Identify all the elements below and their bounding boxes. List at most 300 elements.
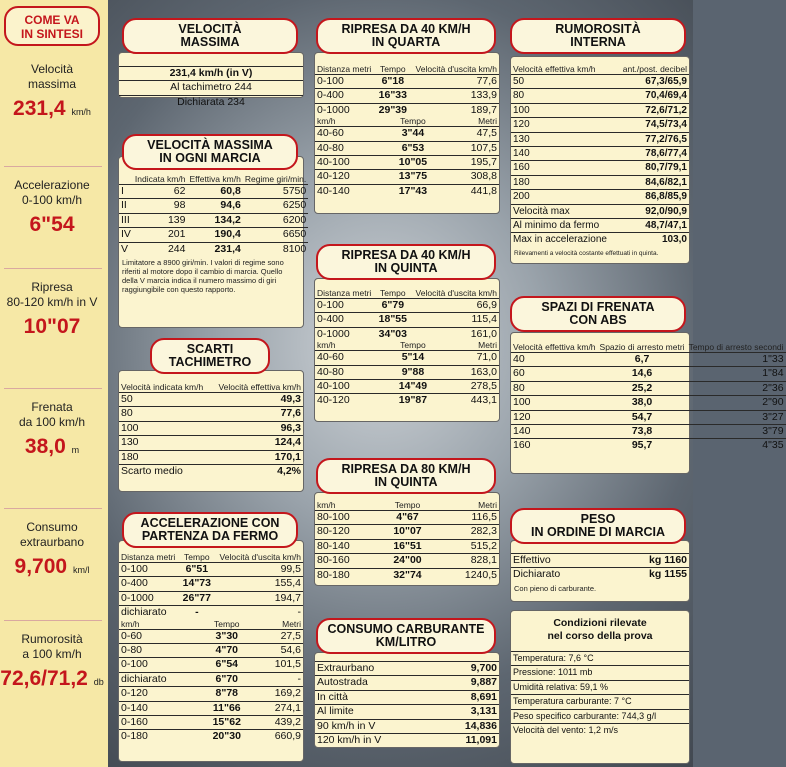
table-cell: 80,7/79,1 [616,161,689,175]
condizioni-title [511,617,689,643]
table-row [119,228,308,242]
table-cell: - [253,672,303,686]
velmax-title [122,18,298,54]
summary-sidebar [0,0,108,767]
table-cell: 441,8 [443,184,499,198]
table-cell: - [180,606,214,620]
table-row [511,695,689,709]
header-cell: Tempo [380,64,406,74]
table-cell: Peso specifico carburante: 744,3 g/l [511,709,689,723]
table-cell: 100 [511,103,616,117]
peso-box [510,540,690,602]
header-cell: Tempo [184,552,210,562]
summary-stat-number: 6"54 [29,213,75,236]
table-cell: 443,1 [443,394,499,408]
table-cell: 80-160 [315,554,379,568]
table-cell: 4"67 [379,511,436,525]
table-row [119,185,308,199]
table-cell: 54,6 [253,644,303,658]
table-cell: 77,6 [410,75,499,89]
table-row [315,75,499,89]
table-row [315,511,499,525]
table-cell: dichiarato [119,672,200,686]
header-cell: Indicata km/h [134,174,186,184]
summary-stat-label: extraurbano [19,535,85,549]
table-cell: kg 1155 [609,568,689,582]
summary-stat [0,400,104,463]
table-row [511,652,689,666]
summary-stat-label: 0-100 km/h [21,193,83,207]
table-cell: 72,6/71,2 [616,103,689,117]
table-row [511,554,689,568]
table-row [511,396,786,410]
table-cell: 6"53 [383,141,443,155]
velmax-box [118,52,304,108]
table-cell: 73,8 [598,425,687,439]
table-cell: 90 km/h in V [315,719,435,733]
table-cell: 0-160 [119,716,200,730]
rumore-box [510,56,690,264]
summary-stat [0,632,104,695]
table-row [315,299,499,313]
table-row [315,156,499,170]
accel-title [122,512,298,548]
velmarcia-note: Limitatore a 8900 giri/min. I valori di regime sono riferiti al motore dopo il cambio di marcia. Quello della V marcia indica il numero massimo di giri raggiungibile con questo rapporto. [122,258,284,295]
summary-stat-label: 80-120 km/h in V [6,295,98,309]
header-cell: Velocità effettiva km/h [513,64,596,74]
header-cell: Metri [282,618,301,629]
consumo-title-line-2: KM/LITRO [375,635,437,649]
summary-separator [4,388,102,389]
condizioni-box [510,610,690,764]
table-cell: 101,5 [253,658,303,672]
table-cell: 80 [511,381,598,395]
table-cell: 3"30 [200,629,253,643]
table-row [315,170,499,184]
table-row [511,709,689,723]
ripresa80-box [314,492,500,586]
table-cell: I [119,185,133,199]
ripresa4-title-line-2: IN QUARTA [371,35,441,49]
table-cell: 0-60 [119,629,200,643]
table-cell: 40-120 [315,170,383,184]
table-row [315,662,499,676]
table-cell: Temperatura carburante: 7 °C [511,695,689,709]
table-row [119,672,303,686]
table-cell: 0-1000 [315,103,376,117]
summary-stat-label: Ripresa [31,280,73,294]
table-cell: 10"07 [379,525,436,539]
rumore-title-line-1: RUMOROSITÀ [555,22,641,36]
table-cell: 94,6 [187,199,242,213]
table-cell: 9"88 [383,365,443,379]
table-row [511,190,689,204]
table-cell: Velocità max [511,204,616,218]
table-cell: 98 [133,199,188,213]
table-row [119,644,303,658]
table-row [511,233,689,247]
table-cell: 140 [511,425,598,439]
summary-separator [4,508,102,509]
table-row [511,175,689,189]
table-cell: 120 [511,118,616,132]
table-cell: 515,2 [436,539,499,553]
summary-stat [0,62,104,125]
table-cell: 77,2/76,5 [616,132,689,146]
table-row [315,103,499,117]
table-cell: 40-140 [315,184,383,198]
table-cell: 103,0 [616,233,689,247]
table-cell: 160 [511,161,616,175]
table-cell: 0-180 [119,730,200,744]
table-cell: 660,9 [253,730,303,744]
table-cell: 5"14 [383,351,443,365]
table-cell: 4,2% [211,465,303,479]
table-cell: 116,5 [436,511,499,525]
summary-stat-value [0,434,104,463]
ripresa4-title [316,18,496,54]
table-row [119,701,303,715]
table-cell: Scarto medio [119,465,211,479]
table-row [315,734,499,748]
rumore-title-line-2: INTERNA [570,35,626,49]
table-cell: 0-400 [315,89,376,103]
header-cell: Tempo [400,340,426,351]
summary-stat-label: Velocità [30,62,74,76]
table-cell: 6"70 [200,672,253,686]
table-cell: 120 km/h in V [315,734,435,748]
velmarcia-box [118,156,307,328]
velmax-row: Al tachimetro 244 [119,81,303,95]
table-cell: 49,3 [211,393,303,407]
summary-stat-unit: m [71,445,80,455]
table-row [315,539,499,553]
header-cell: Velocità d'uscita km/h [219,552,301,562]
table-cell: 78,6/77,4 [616,147,689,161]
ripresa80-title [316,458,496,494]
table-row [315,327,499,341]
scarti-title-line-1: SCARTI [186,342,234,356]
table-cell: Autostrada [315,676,435,690]
table-cell: 16"33 [376,89,410,103]
table-row [119,606,303,620]
table-cell: 50 [119,393,211,407]
summary-stat [0,520,104,583]
table-cell: 60 [511,367,598,381]
table-cell: 180 [511,175,616,189]
table-row [511,666,689,680]
table-cell: kg 1160 [609,554,689,568]
summary-stat [0,280,104,340]
table-cell: 80-140 [315,539,379,553]
table-cell: 80 [511,89,616,103]
table-cell: 3,131 [435,705,499,719]
header-cell: Velocità d'uscita km/h [415,64,497,74]
table-cell: 231,4 [187,242,242,256]
table-row [315,89,499,103]
table-cell: 0-1000 [315,327,376,341]
table-cell: 201 [133,228,188,242]
table-cell: 8"78 [200,687,253,701]
table-cell: 189,7 [410,103,499,117]
summary-stat-value [0,96,104,125]
table-header [119,553,303,563]
table-cell: 10"05 [383,156,443,170]
table-cell: 155,4 [214,577,303,591]
velmax-title-line-2: MASSIMA [180,35,240,49]
consumo-box [314,652,500,748]
table-cell: 130 [511,132,616,146]
table-row [511,161,689,175]
table-row [119,199,308,213]
header-cell: Effettiva km/h [189,174,241,184]
table-cell: 25,2 [598,381,687,395]
table-row [119,421,303,435]
table-cell: 180 [119,450,211,464]
table-cell: 40 [511,353,598,367]
table-row [119,716,303,730]
table-cell: Effettivo [511,554,609,568]
header-cell: Metri [478,116,497,127]
summary-stat-label: Accelerazione [14,178,90,192]
peso-title [510,508,686,544]
header-cell: Velocità effettiva km/h [513,342,596,352]
table-cell: 27,5 [253,629,303,643]
table-cell: 9,887 [435,676,499,690]
summary-tag-line-1: COME VA [24,13,80,27]
table-cell: 4"70 [200,644,253,658]
table-cell: Velocità del vento: 1,2 m/s [511,724,689,738]
table-cell: 40-80 [315,365,383,379]
table-cell: IV [121,228,131,241]
table-header [119,620,303,630]
table-cell: 71,0 [443,351,499,365]
header-cell: Distanza metri [317,64,372,74]
summary-stat-unit: db [93,677,104,687]
table-cell: In città [315,690,435,704]
frenata-title-line-1: SPAZI DI FRENATA [541,300,655,314]
peso-title-line-2: IN ORDINE DI MARCIA [530,525,666,539]
table-cell: 828,1 [436,554,499,568]
table-cell: 67,3/65,9 [616,75,689,89]
summary-stat-value [0,666,104,695]
table-cell: 38,0 [598,396,687,410]
table-cell: 80-100 [315,511,379,525]
summary-stat [0,178,104,238]
table-cell: 70,4/69,4 [616,89,689,103]
table-cell: 34"03 [376,327,410,341]
rumore-title [510,18,686,54]
table-cell: II [119,199,133,213]
summary-stat-unit: km/l [72,565,90,575]
table-cell: 140 [511,147,616,161]
table-cell: Extraurbano [315,662,435,676]
rumore-note: Rilevamenti a velocità costante effettuati in quinta. [514,249,659,257]
table-cell: 60,8 [187,185,242,199]
header-cell: Distanza metri [317,288,372,298]
header-cell: Tempo [380,288,406,298]
peso-note: Con pieno di carburante. [514,583,597,593]
table-cell: 50 [511,75,616,89]
table-cell: 170,1 [211,450,303,464]
velmarcia-title-line-2: IN OGNI MARCIA [159,151,261,165]
table-header [315,65,499,75]
summary-stat-number: 38,0 [24,435,66,458]
table-cell: 32"74 [379,568,436,582]
table-row [315,184,499,198]
table-row [511,103,689,117]
scarti-title-line-2: TACHIMETRO [168,355,252,369]
table-cell: 190,4 [187,228,242,242]
table-cell: 74,5/73,4 [616,118,689,132]
frenata-title [510,296,686,332]
summary-stat-label: a 100 km/h [22,647,82,661]
table-cell: - [214,606,303,620]
table-cell: 6"54 [200,658,253,672]
table-row [119,465,303,479]
table-row [511,724,689,738]
header-cell: Spazio di arresto metri [599,342,685,352]
table-cell: 2"36 [687,381,786,395]
ripresa80-title-line-2: IN QUINTA [374,475,438,489]
table-cell: 13"75 [383,170,443,184]
ripresa5-box [314,278,500,422]
ripresa5-title [316,244,496,280]
table-cell: 134,2 [187,213,242,227]
table-cell: 95,7 [598,439,687,453]
table-row [119,577,303,591]
table-cell: 14,6 [598,367,687,381]
table-cell: 161,0 [410,327,499,341]
header-cell: km/h [317,500,336,510]
table-row [315,719,499,733]
table-cell: 40-60 [315,127,383,141]
summary-separator [4,620,102,621]
table-cell: 6650 [243,228,308,242]
table-cell: 244 [133,242,188,256]
table-row [315,554,499,568]
table-row [119,450,303,464]
table-cell: 130 [119,436,211,450]
table-row [119,407,303,421]
scarti-box [118,370,304,492]
table-cell: 47,5 [443,127,499,141]
table-cell: 115,4 [410,313,499,327]
table-row [315,365,499,379]
table-cell: 282,3 [436,525,499,539]
table-cell: 80 [119,407,211,421]
table-cell: 14,836 [435,719,499,733]
summary-stat-label: massima [27,77,76,91]
table-row [511,118,689,132]
table-header [119,175,308,185]
table-cell: 4"35 [687,439,786,453]
table-row [119,213,308,227]
summary-tag-line-2: IN SINTESI [20,27,83,41]
table-row [315,141,499,155]
table-row [315,525,499,539]
table-cell: 1"33 [687,353,786,367]
table-row [511,89,689,103]
table-row [119,687,303,701]
accel-title-line-2: PARTENZA DA FERMO [141,529,279,543]
summary-stat-value [0,554,104,583]
table-cell: 15"62 [200,716,253,730]
table-row [511,367,786,381]
table-cell: 0-100 [119,658,200,672]
table-cell: 96,3 [211,421,303,435]
table-cell: V [119,242,133,256]
table-row [119,393,303,407]
header-cell: Velocità d'uscita km/h [415,288,497,298]
table-cell: 160 [511,439,598,453]
header-cell: Velocità indicata km/h [121,382,204,392]
table-cell: 200 [511,190,616,204]
ripresa5-title-line-2: IN QUINTA [374,261,438,275]
table-cell: 62 [133,185,188,199]
table-header [315,341,499,351]
table-cell: 86,8/85,9 [616,190,689,204]
table-cell: 163,0 [443,365,499,379]
table-row [315,705,499,719]
table-row [511,568,689,582]
header-cell: Velocità effettiva km/h [218,382,301,392]
table-row [315,394,499,408]
table-cell: 195,7 [443,156,499,170]
velmarcia-title-line-1: VELOCITÀ MASSIMA [147,138,273,152]
table-cell: 26"77 [180,591,214,605]
consumo-title [316,618,496,654]
table-cell: 54,7 [598,410,687,424]
header-cell: km/h [121,618,140,629]
table-cell: 5750 [243,185,308,199]
table-cell: Al limite [315,705,435,719]
header-cell: Tempo [214,618,240,629]
table-cell: Umidità relativa: 59,1 % [511,680,689,694]
table-cell: 133,9 [410,89,499,103]
summary-tag [4,6,100,46]
table-cell: 1"84 [687,367,786,381]
table-cell: 139 [133,213,188,227]
table-cell: 6"51 [180,563,214,577]
table-cell: 3"79 [687,425,786,439]
table-cell: 40-60 [315,351,383,365]
table-cell: 1240,5 [436,568,499,582]
table-cell: 6250 [243,199,308,213]
header-cell: Tempo [400,116,426,127]
table-cell: 0-1000 [119,591,180,605]
velmax-row: Dichiarata 234 [119,95,303,109]
table-cell: 0-400 [119,577,180,591]
summary-stat-number: 10"07 [23,315,81,338]
table-cell: 6,7 [598,353,687,367]
summary-separator [4,268,102,269]
table-cell: 0-120 [119,687,200,701]
table-cell: 107,5 [443,141,499,155]
header-cell: Distanza metri [121,552,176,562]
summary-stat-label: Frenata [31,400,73,414]
table-row [315,568,499,582]
table-cell: 439,2 [253,716,303,730]
table-cell: 0-100 [315,75,376,89]
peso-title-line-1: PESO [580,512,616,526]
table-cell: 3"44 [383,127,443,141]
table-cell: Al minimo da fermo [511,219,616,233]
table-cell: 77,6 [211,407,303,421]
table-row [511,75,689,89]
table-cell: 120 [511,410,598,424]
table-row [119,629,303,643]
